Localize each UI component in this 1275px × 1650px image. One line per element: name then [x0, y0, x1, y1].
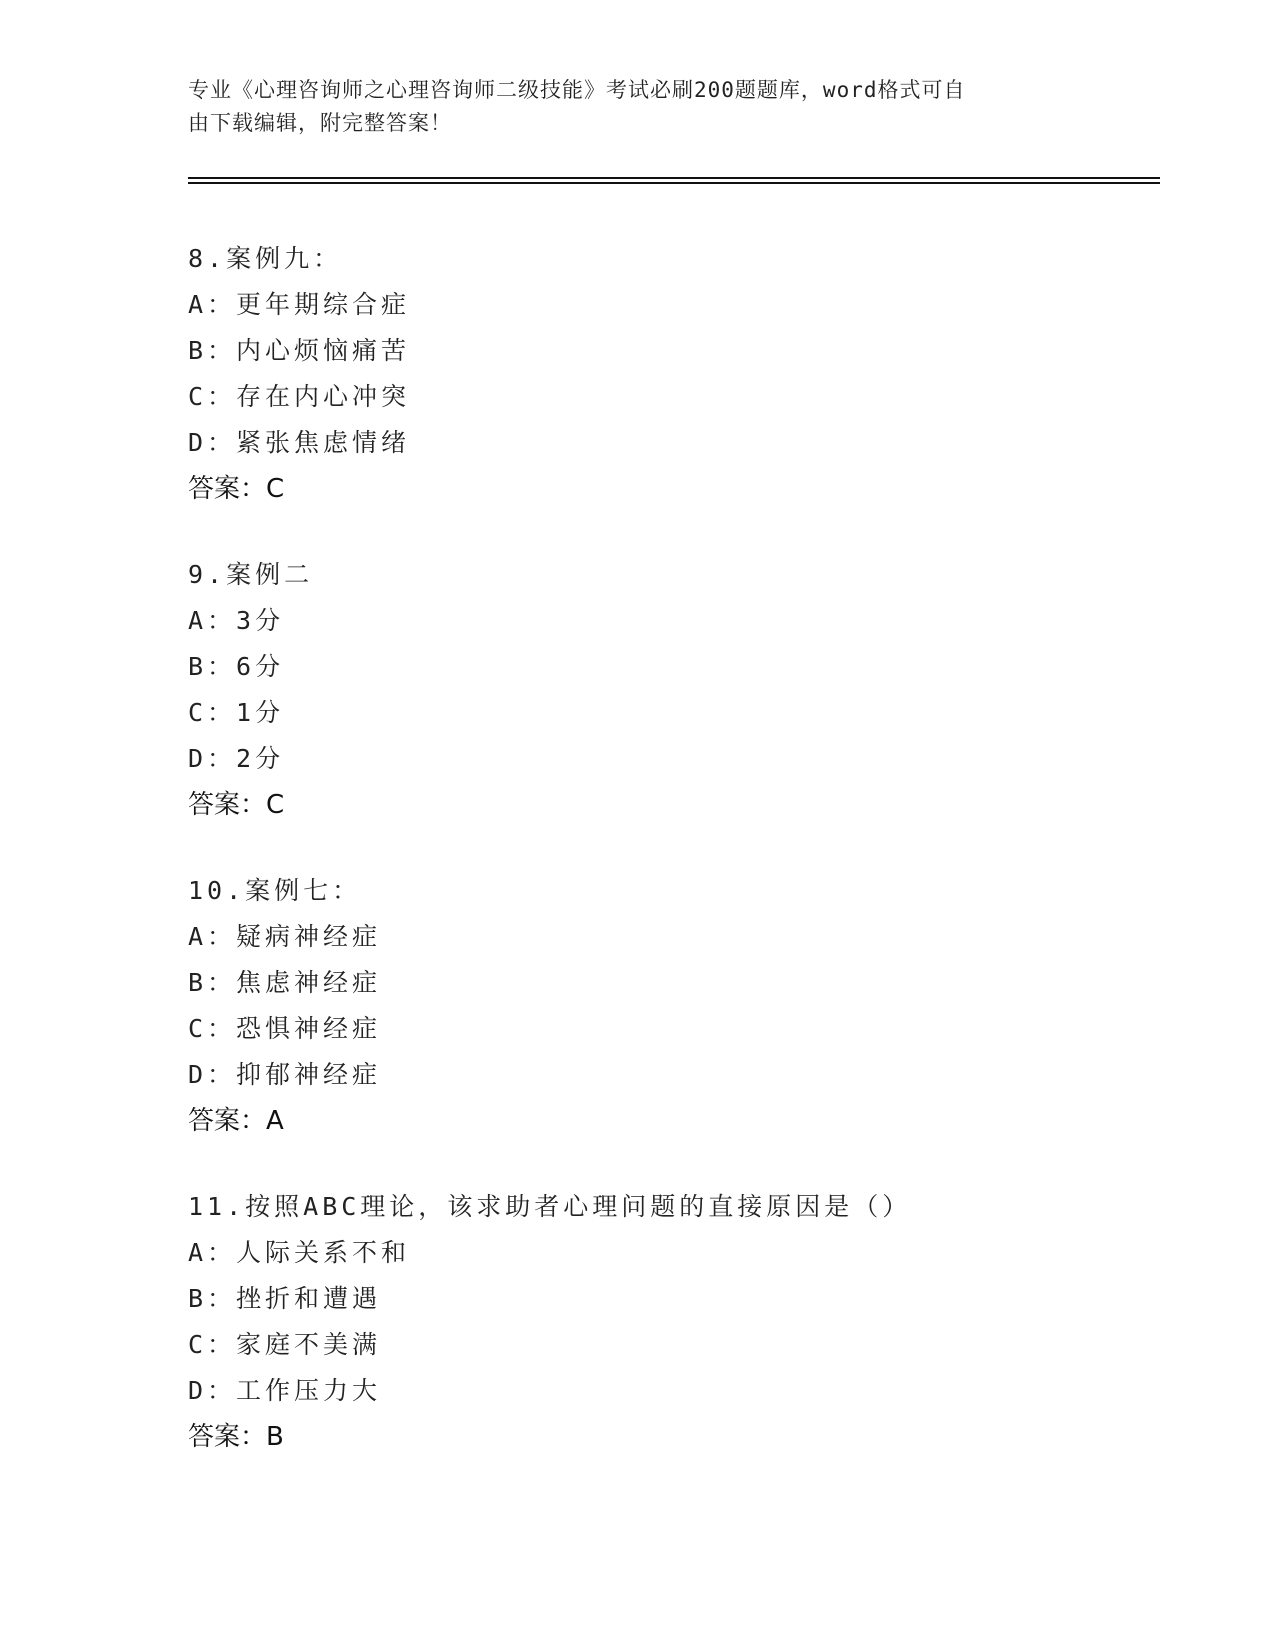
option-d: D：工作压力大: [188, 1376, 382, 1405]
option-c: C：1分: [188, 698, 285, 727]
option-b: B：内心烦恼痛苦: [188, 336, 411, 365]
option-c: C：存在内心冲突: [188, 382, 411, 411]
answer-line: 答案：A: [188, 1106, 284, 1136]
header-divider-bottom: [188, 182, 1160, 184]
question-title: 10.案例七：: [188, 876, 362, 905]
option-d: D：抑郁神经症: [188, 1060, 382, 1089]
option-c: C：家庭不美满: [188, 1330, 382, 1359]
question-list: [188, 236, 1160, 1500]
header-line-1: 专业《心理咨询师之心理咨询师二级技能》考试必刷200题题库，word格式可自: [188, 78, 966, 102]
option-a: A：更年期综合症: [188, 290, 411, 319]
option-a: A：人际关系不和: [188, 1238, 411, 1267]
answer-line: 答案：C: [188, 790, 285, 820]
question-title: 8.案例九：: [188, 244, 343, 273]
answer-line: 答案：B: [188, 1422, 284, 1452]
answer-line: 答案：C: [188, 474, 285, 504]
question-8: [188, 236, 1160, 512]
question-11: [188, 1184, 1160, 1460]
header-divider-top: [188, 177, 1160, 179]
question-title: 11.按照ABC理论，该求助者心理问题的直接原因是（）: [188, 1192, 912, 1221]
option-b: B：挫折和遭遇: [188, 1284, 382, 1313]
document-header: [188, 74, 1068, 140]
question-9: [188, 552, 1160, 828]
question-title: 9.案例二: [188, 560, 314, 589]
question-10: [188, 868, 1160, 1144]
option-c: C：恐惧神经症: [188, 1014, 382, 1043]
option-a: A：3分: [188, 606, 285, 635]
option-b: B：焦虑神经症: [188, 968, 382, 997]
option-b: B：6分: [188, 652, 285, 681]
option-d: D：2分: [188, 744, 285, 773]
option-d: D：紧张焦虑情绪: [188, 428, 411, 457]
option-a: A：疑病神经症: [188, 922, 382, 951]
header-line-2: 由下载编辑，附完整答案！: [188, 111, 452, 135]
